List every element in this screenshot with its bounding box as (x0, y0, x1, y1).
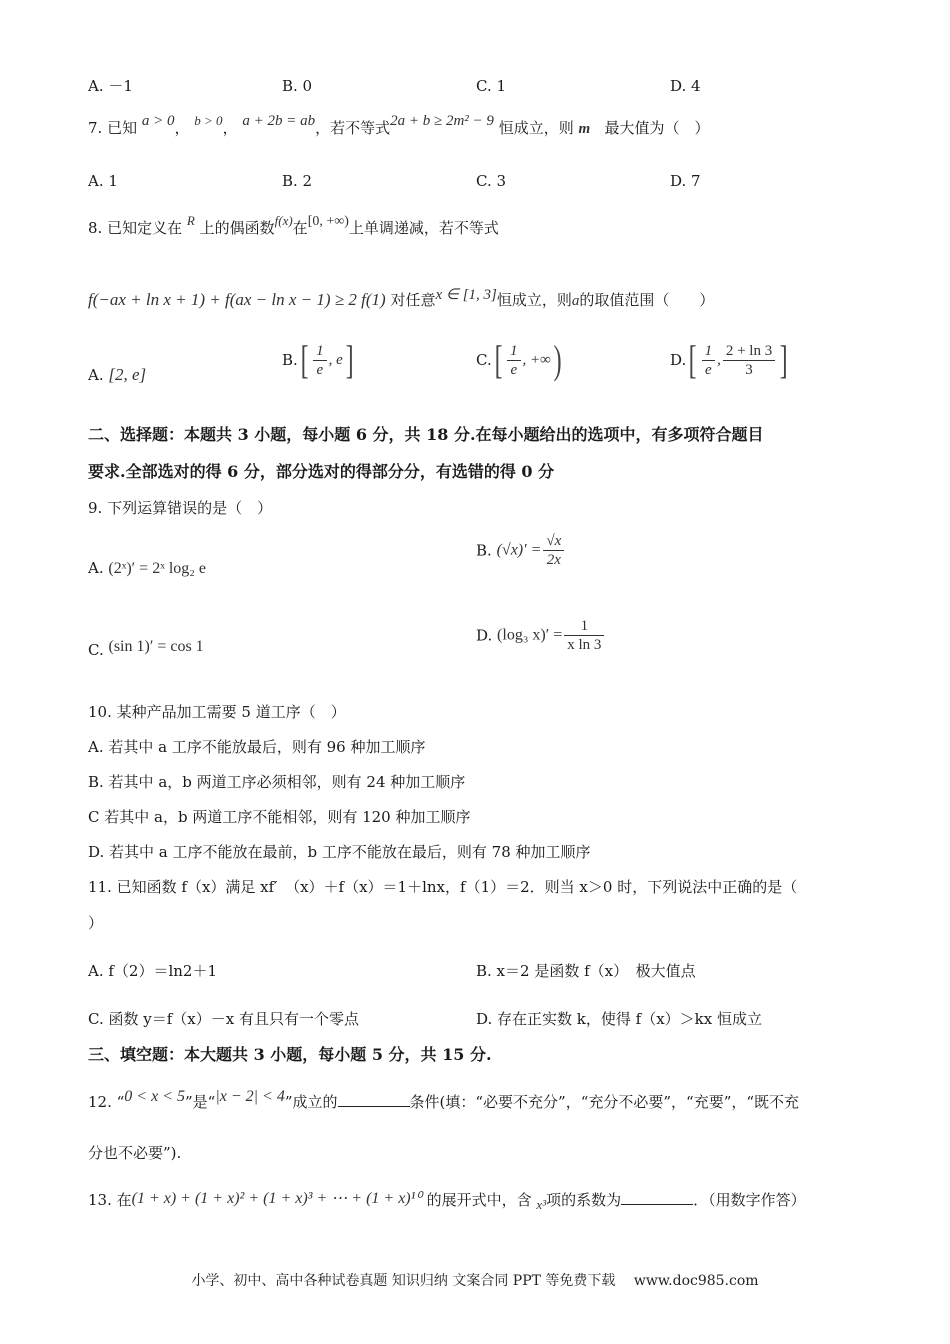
section3-heading: 三、填空题：本大题共 3 小题，每小题 5 分，共 15 分. (88, 1045, 492, 1064)
q8-option-d: D.[ $\frac{1}{e}$ , $\frac{2 + \ln 3}{3}$ ] (670, 337, 788, 382)
q7-cond-eq: a + 2b = ab (242, 113, 316, 129)
section2-heading-line1: 二、选择题：本题共 3 小题，每小题 6 分，共 18 分.在每小题给出的选项中，有多项符合题目 (88, 425, 764, 444)
q10-option-b: B. 若其中 a，b 两道工序必须相邻，则有 24 种加工顺序 (88, 773, 466, 791)
q7-option-b: B. 2 (282, 172, 313, 190)
q10-option-c: C 若其中 a，b 两道工序不能相邻，则有 120 种加工顺序 (88, 808, 471, 826)
q6-option-c: C. 1 (476, 77, 507, 95)
q9-option-c: C. (sin 1)′ = cos 1 (88, 638, 204, 659)
q10-option-d: D. 若其中 a 工序不能放在最前，b 工序不能放在最后，则有 78 种加工顺序 (88, 843, 591, 861)
section2-heading-line2: 要求.全部选对的得 6 分，部分选对的得部分分，有选错的得 0 分 (88, 462, 555, 481)
q11-option-c: C. 函数 y＝f（x）－x 有且只有一个零点 (88, 1010, 359, 1028)
q7-cond-a: a > 0 (141, 113, 175, 129)
q13-answer-blank (621, 1190, 693, 1205)
q13-stem: 13. 在(1 + x) + (1 + x)² + (1 + x)³ + ⋯ + (1 + x)¹⁰ 的展开式中，含 x³项的系数为 ．（用数字作答） (88, 1190, 806, 1212)
q8-inequality: f(−ax + ln x + 1) + f(ax − ln x − 1) ≥ 2 f(1) (88, 290, 386, 309)
q7-option-c: C. 3 (476, 172, 507, 190)
q6-option-a: A. －1 (88, 77, 133, 95)
q11-stem-line1: 11. 已知函数 f（x）满足 xf′ （x）＋f（x）＝1＋lnx，f（1）＝2．则当 x＞0 时，下列说法中正确的是（ (88, 878, 798, 896)
q6-option-b: B. 0 (282, 77, 313, 95)
q11-option-b: B. x＝2 是函数 f（x） 极大值点 (476, 962, 696, 980)
q7-cond-b: b > 0 (194, 113, 223, 128)
q12-answer-blank (338, 1092, 410, 1107)
q6-option-d: D. 4 (670, 77, 701, 95)
q10-stem: 10. 某种产品加工需要 5 道工序（ ） (88, 703, 346, 721)
q9-option-a: A. (2ˣ)′ = 2ˣ log₂ e (88, 559, 206, 577)
q12-stem-line2: 分也不必要”). (88, 1144, 182, 1162)
q11-stem-line2: ） (88, 914, 104, 932)
q9-stem: 9. 下列运算错误的是（ ） (88, 499, 273, 517)
q11-option-d: D. 存在正实数 k，使得 f（x）＞kx 恒成立 (476, 1010, 762, 1028)
q7-stem: 7. 已知 a > 0， b > 0， a + 2b = ab，若不等式2a + b ≥ 2m² − 9 恒成立，则 m 最大值为（ ） (88, 113, 710, 137)
q8-stem-line2: f(−ax + ln x + 1) + f(ax − ln x − 1) ≥ 2 f(1) 对任意x ∈ [1, 3]恒成立，则a的取值范围（ ） (88, 287, 715, 309)
q10-option-a: A. 若其中 a 工序不能放最后，则有 96 种加工顺序 (88, 738, 426, 756)
page-footer: 小学、初中、高中各种试卷真题 知识归纳 文案合同 PPT 等免费下载 www.doc985.com (191, 1273, 759, 1289)
q8-option-c: C.[ $\frac{1}{e}$ , +∞) (476, 337, 562, 382)
q7-inequality: 2a + b ≥ 2m² − 9 (390, 113, 494, 129)
q7-option-d: D. 7 (670, 172, 701, 190)
q9-option-d: D. (log₃ x)′ = $\frac{1}{\text{x ln 3}}$ (476, 617, 606, 667)
q12-stem-line1: 12. “0 < x < 5”是“|x − 2| < 4”成立的 条件(填：“必要不充分”，“充分不必要”，“充要”，“既不充 (88, 1088, 800, 1111)
q9-option-b: B. (√x)′ = $\frac{√x}{2x}$ (476, 532, 566, 582)
q8-option-b: B.[ $\frac{1}{e}$ , e] (282, 337, 354, 382)
q8-option-a: A. [2, e] (88, 365, 147, 384)
q11-option-a: A. f（2）＝ln2＋1 (88, 962, 218, 980)
q7-option-a: A. 1 (88, 172, 118, 190)
q8-stem-line1: 8. 已知定义在 R 上的偶函数f(x)在[0, +∞)上单调递减，若不等式 (88, 213, 499, 237)
